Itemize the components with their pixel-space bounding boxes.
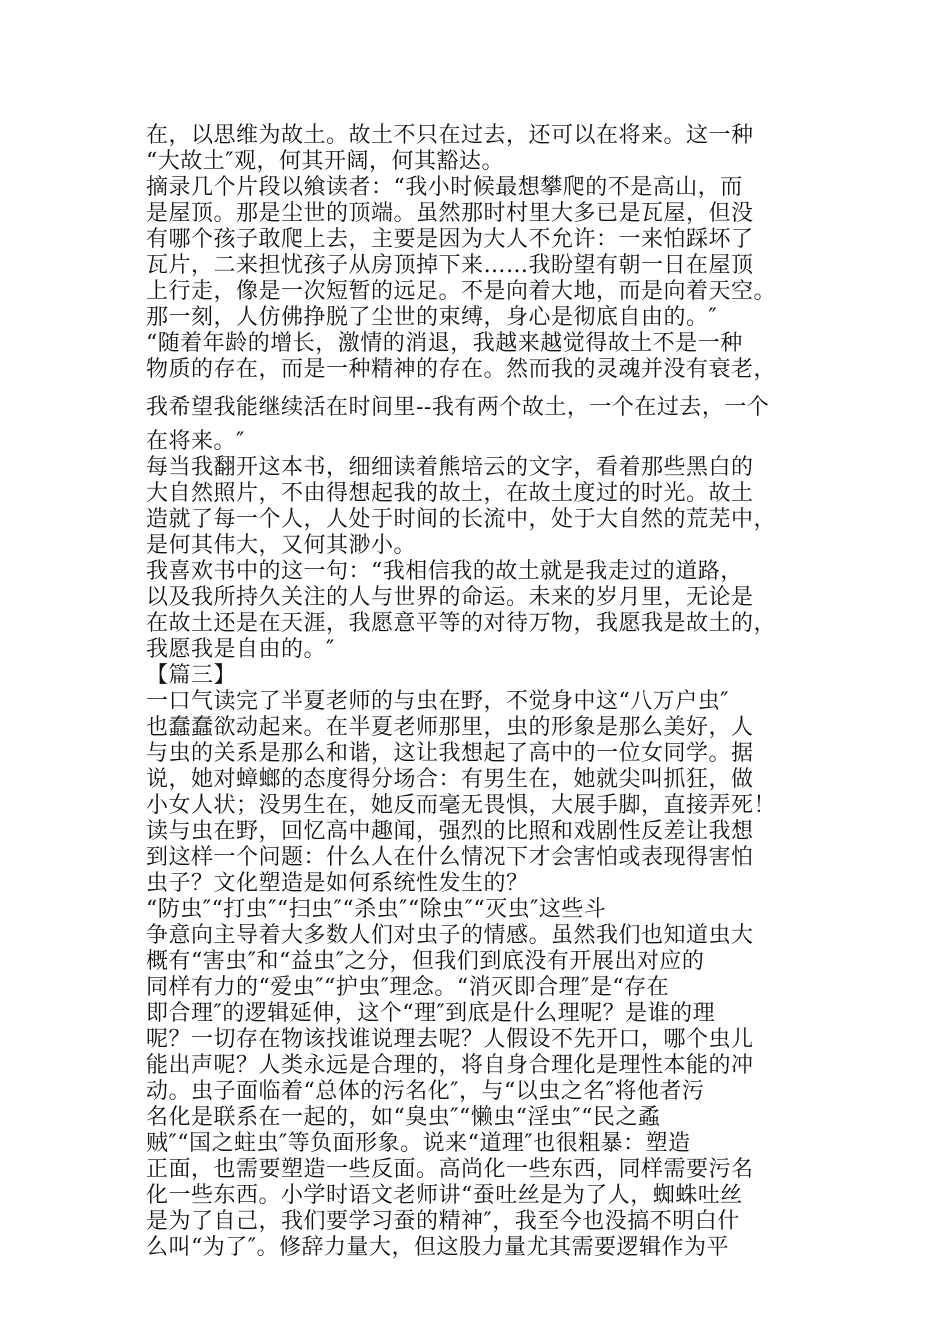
text-line: 贼″“国之蛀虫″等负面形象。说来“道理″也很粗暴：塑造	[146, 1131, 691, 1156]
text-line: 虫子？文化塑造是如何系统性发生的？	[146, 871, 529, 896]
section-heading: 【篇三】	[146, 663, 237, 688]
text-line: “防虫″“打虫″“扫虫″“杀虫″“除虫″“灭虫″这些斗	[146, 897, 607, 922]
text-line: 小女人状；没男生在，她反而毫无畏惧，大展手脚，直接弄死！	[146, 793, 777, 818]
text-line: 也蠢蠢欲动起来。在半夏老师那里，虫的形象是那么美好，人	[146, 715, 754, 740]
text-line: 概有“害虫″和“益虫″之分，但我们到底没有开展出对应的	[146, 949, 705, 974]
text-line: 是为了自己，我们要学习蚕的精神″，我至今也没搞不明白什	[146, 1209, 740, 1234]
text-line: 在将来。″	[146, 429, 245, 454]
text-line: 我愿我是自由的。″	[146, 637, 335, 662]
text-line: 是屋顶。那是尘世的顶端。虽然那时村里大多已是瓦屋，但没	[146, 201, 754, 226]
text-line: 造就了每一个人，人处于时间的长流中，处于大自然的荒芜中，	[146, 507, 777, 532]
text-line: 呢？一切存在物该找谁说理去呢？人假设不先开口，哪个虫儿	[146, 1027, 754, 1052]
text-line: 瓦片，二来担忧孩子从房顶掉下来……我盼望有朝一日在屋顶	[146, 253, 754, 278]
text-line: 动。虫子面临着“总体的污名化″，与“以虫之名″将他者污	[146, 1079, 705, 1104]
text-line: 么叫“为了″。修辞力量大，但这股力量尤其需要逻辑作为平	[146, 1235, 729, 1260]
text-line: 大自然照片，不由得想起我的故土，在故土度过的时光。故土	[146, 481, 754, 506]
text-line: 在，以思维为故土。故土不只在过去，还可以在将来。这一种	[146, 123, 754, 148]
text-line: 说，她对蟑螂的态度得分场合：有男生在，她就尖叫抓狂，做	[146, 767, 754, 792]
text-line: 争意向主导着大多数人们对虫子的情感。虽然我们也知道虫大	[146, 923, 754, 948]
text-line: 我喜欢书中的这一句：“我相信我的故土就是我走过的道路，	[146, 559, 743, 584]
text-line: 读与虫在野，回忆高中趣闻，强烈的比照和戏剧性反差让我想	[146, 819, 754, 844]
text-line: 以及我所持久关注的人与世界的命运。未来的岁月里，无论是	[146, 585, 754, 610]
text-line: 即合理″的逻辑延伸，这个“理″到底是什么理呢？是谁的理	[146, 1001, 716, 1026]
text-line: 是何其伟大，又何其渺小。	[146, 533, 417, 558]
text-line: 到这样一个问题：什么人在什么情况下才会害怕或表现得害怕	[146, 845, 754, 870]
text-line: 在故土还是在天涯，我愿意平等的对待万物，我愿我是故土的，	[146, 611, 777, 636]
text-line: 正面，也需要塑造一些反面。高尚化一些东西，同样需要污名	[146, 1157, 754, 1182]
text-line: 有哪个孩子敢爬上去，主要是因为大人不允许：一来怕踩坏了	[146, 227, 754, 252]
text-line: 每当我翻开这本书，细细读着熊培云的文字，看着那些黑白的	[146, 455, 754, 480]
text-line: 那一刻，人仿佛挣脱了尘世的束缚，身心是彻底自由的。″	[146, 305, 718, 330]
text-line: 我希望我能继续活在时间里--我有两个故土，一个在过去，一个	[146, 395, 770, 420]
text-line: 化一些东西。小学时语文老师讲“蚕吐丝是为了人，蜘蛛吐丝	[146, 1183, 743, 1208]
text-line: 名化是联系在一起的，如“臭虫″“懒虫“淫虫″“民之蟊	[146, 1105, 661, 1130]
text-line: “随着年龄的增长，激情的消退，我越来越觉得故土不是一种	[146, 331, 743, 356]
text-line: 物质的存在，而是一种精神的存在。然而我的灵魂并没有衰老，	[146, 357, 777, 382]
text-line: 上行走，像是一次短暂的远足。不是向着大地，而是向着天空。	[146, 279, 777, 304]
text-line: 一口气读完了半夏老师的与虫在野，不觉身中这“八万户虫″	[146, 689, 729, 714]
text-line: 能出声呢？人类永远是合理的，将自身合理化是理性本能的冲	[146, 1053, 754, 1078]
text-line: 摘录几个片段以飨读者：“我小时候最想攀爬的不是高山，而	[146, 175, 743, 200]
text-line: “大故土″观，何其开阔，何其豁达。	[146, 149, 504, 174]
text-line: 同样有力的“爱虫″“护虫″理念。“消灭即合理″是“存在	[146, 975, 670, 1000]
text-line: 与虫的关系是那么和谐，这让我想起了高中的一位女同学。据	[146, 741, 754, 766]
